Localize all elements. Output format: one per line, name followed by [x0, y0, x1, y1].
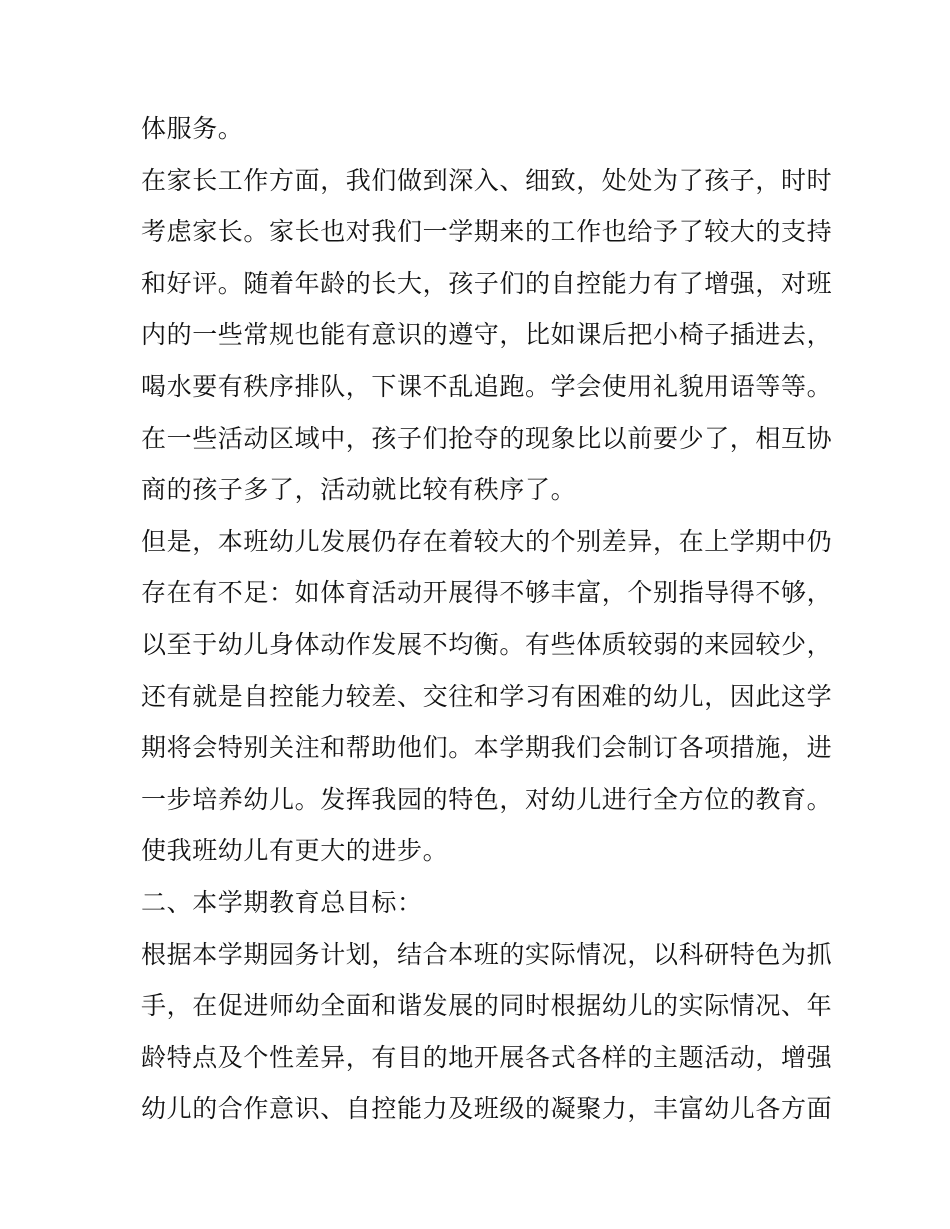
text-line: 还有就是自控能力较差、交往和学习有困难的幼儿，因此这学: [141, 681, 833, 711]
text-line: 喝水要有秩序排队，下课不乱追跑。学会使用礼貌用语等等。: [141, 371, 833, 401]
text-line: 在家长工作方面，我们做到深入、细致，处处为了孩子，时时: [141, 165, 833, 195]
body-text: [141, 103, 833, 1135]
text-line: 期将会特别关注和帮助他们。本学期我们会制订各项措施，进: [141, 733, 833, 763]
text-line: 使我班幼儿有更大的进步。: [141, 836, 449, 866]
text-line: 和好评。随着年龄的长大，孩子们的自控能力有了增强，对班: [141, 268, 833, 298]
text-line: 存在有不足：如体育活动开展得不够丰富，个别指导得不够，: [141, 578, 833, 608]
text-line: 幼儿的合作意识、自控能力及班级的凝聚力，丰富幼儿各方面: [141, 1094, 833, 1124]
text-line: 根据本学期园务计划，结合本班的实际情况，以科研特色为抓: [141, 939, 833, 969]
text-line: 龄特点及个性差异，有目的地开展各式各样的主题活动，增强: [141, 1042, 833, 1072]
text-line: 体服务。: [141, 114, 244, 143]
text-line: 内的一些常规也能有意识的遵守，比如课后把小椅子插进去，: [141, 320, 833, 350]
text-line: 一步培养幼儿。发挥我园的特色，对幼儿进行全方位的教育。: [141, 784, 833, 814]
section-heading: 二、本学期教育总目标：: [141, 887, 423, 917]
text-line: 但是，本班幼儿发展仍存在着较大的个别差异，在上学期中仍: [141, 526, 833, 556]
text-line: 商的孩子多了，活动就比较有秩序了。: [141, 475, 577, 505]
text-line: 考虑家长。家长也对我们一学期来的工作也给予了较大的支持: [141, 217, 833, 247]
text-line: 手，在促进师幼全面和谐发展的同时根据幼儿的实际情况、年: [141, 991, 833, 1021]
text-line: 在一些活动区域中，孩子们抢夺的现象比以前要少了，相互协: [141, 423, 833, 453]
text-line: 以至于幼儿身体动作发展不均衡。有些体质较弱的来园较少，: [141, 629, 833, 659]
